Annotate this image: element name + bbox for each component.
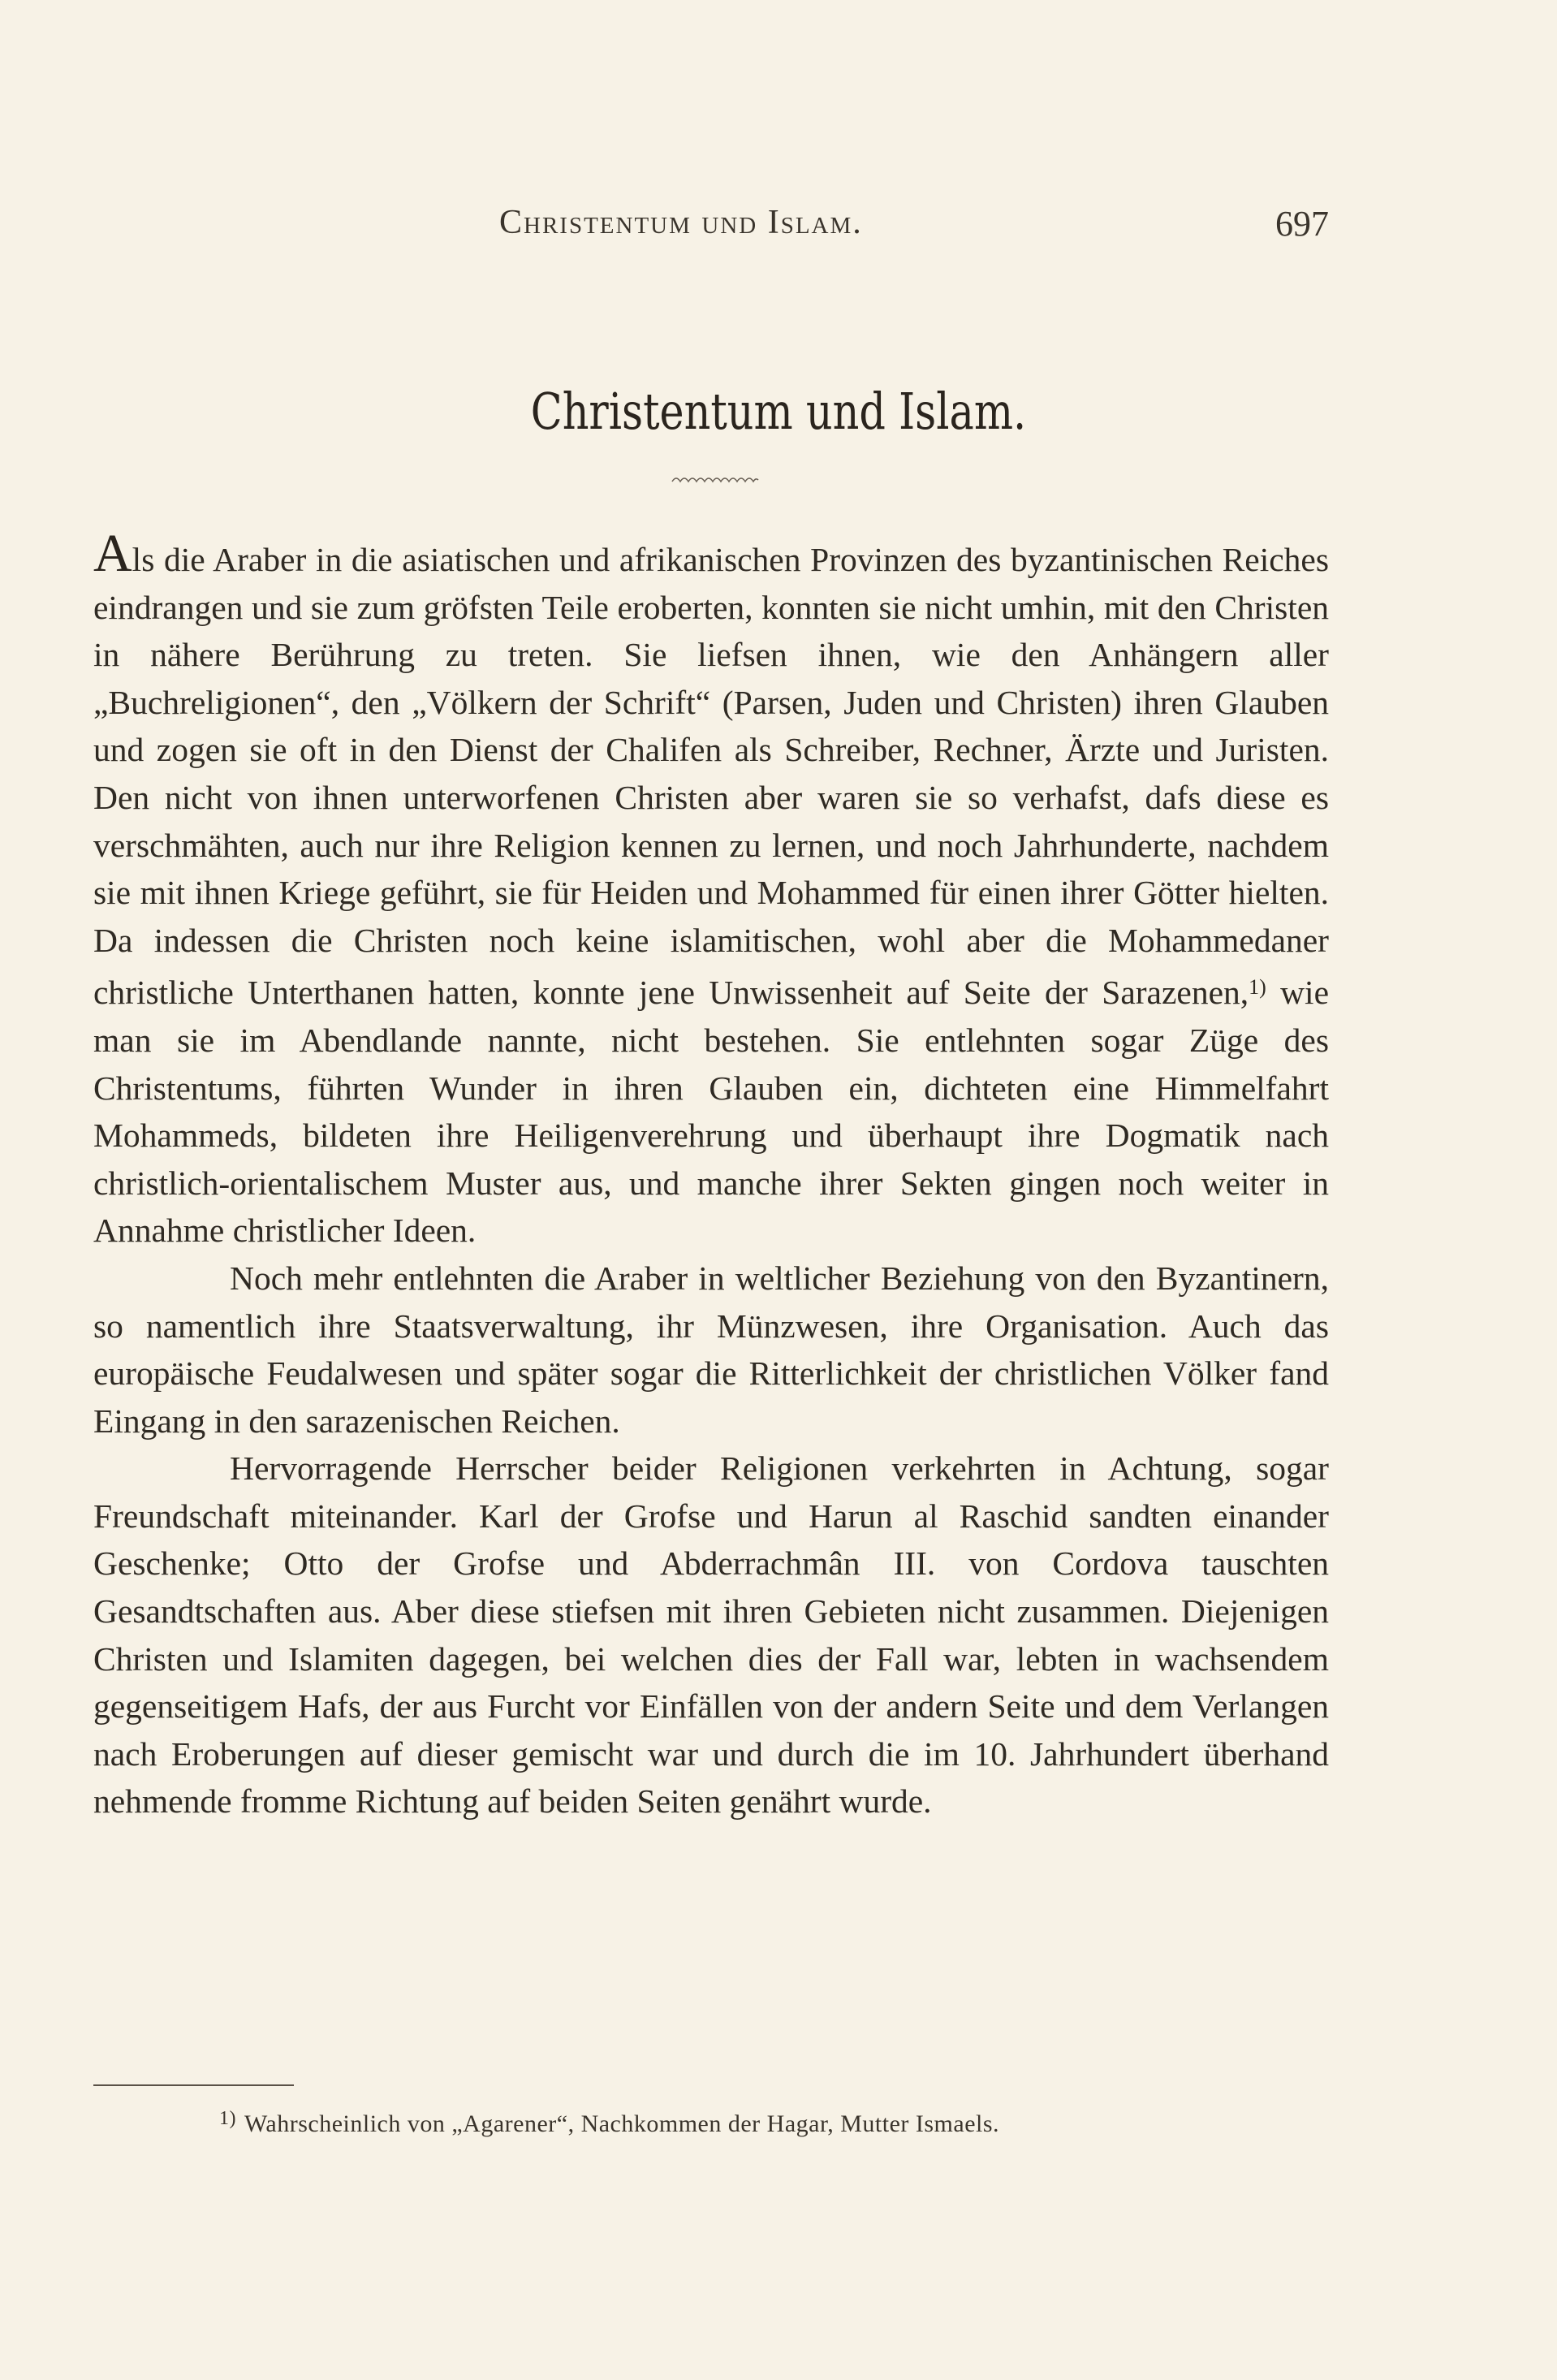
footnote-text: Wahrscheinlich von „Agarener“, Nachkommen der Hagar, Mutter Ismaels. <box>244 2110 1000 2137</box>
page-number: 697 <box>1275 204 1329 244</box>
body-text <box>93 524 1330 1825</box>
footnote-reference[interactable]: 1) <box>1249 975 1266 1000</box>
page-header <box>93 203 1329 252</box>
paragraph-3: Hervorragende Herrscher beider Religionen verkehrten in Achtung, sogar Freundschaft miteinander. Karl der Grofse und Harun al Raschid sandten einander Geschenke; Otto der Grofse und Abderrachmân III. von Cordova tauschten Gesandtschaften aus. Aber diese stiefsen mit ihren Gebieten nicht zusammen. Diejenigen Christen und Islamiten dagegen, bei welchen dies der Fall war, lebten in wachsendem gegenseitigem Hafs, der aus Furcht vor Einfällen von der andern Seite und dem Verlangen nach Eroberungen auf dieser gemischt war und durch die im 10. Jahrhundert überhand nehmende fromme Richtung auf beiden Seiten genährt wurde. <box>93 1449 1329 1821</box>
paragraph-2: Noch mehr entlehnten die Araber in weltlicher Beziehung von den Byzantinern, so namentlich ihre Staatsverwaltung, ihr Münzwesen, ihre Organisation. Auch das europäische Feudalwesen und später sogar die Ritterlichkeit der christlichen Völker fand Eingang in den sarazenischen Reichen. <box>93 1259 1329 1440</box>
paragraph-1-text-a: ls die Araber in die asiatischen und afrikanischen Provinzen des byzantinischen Reiches eindrangen und sie zum gröfsten Teile eroberten, konnten sie nicht umhin, mit den Christen in nähere Berührung zu treten. Sie liefsen ihnen, wie den Anhängern aller „Buchreligionen“, den „Völkern der Schrift“ (Parsen, Juden und Christen) ihren Glauben und zogen sie oft in den Dienst der Chalifen als Schreiber, Rechner, Ärzte und Juristen. Den nicht von ihnen unterworfenen Christen aber waren sie so verhafst, dafs diese es verschmähten, auch nur ihre Religion kennen zu lernen, und noch Jahrhunderte, nachdem sie mit ihnen Kriege geführt, sie für Heiden und Mohammed für einen ihrer Götter hielten. Da indessen die Christen noch keine islamitischen, wohl aber die Mohammedaner christliche Unterthanen hatten, konnte jene Unwissenheit auf Seite der Sarazenen, <box>93 541 1329 1012</box>
article-title: Christentum und Islam. <box>530 382 1027 441</box>
footnote-mark: 1) <box>219 2108 236 2129</box>
footnote-separator <box>93 2084 294 2086</box>
paragraph-1 <box>93 524 1330 1255</box>
drop-cap-initial: A <box>93 524 132 583</box>
title-ornament <box>671 473 760 485</box>
paragraph-1-text-b: wie man sie im Abendlande nannte, nicht bestehen. Sie entlehnten sogar Züge des Christentums, führten Wunder in ihren Glauben ein, dichteten eine Himmelfahrt Mohammeds, bildeten ihre Heiligenverehrung und überhaupt ihre Dogmatik nach christlich-orientalischem Muster aus, und manche ihrer Sekten gingen noch weiter in Annahme christlicher Ideen. <box>93 974 1330 1250</box>
running-title: Christentum und Islam. <box>499 204 863 241</box>
footnote <box>219 2108 1274 2138</box>
